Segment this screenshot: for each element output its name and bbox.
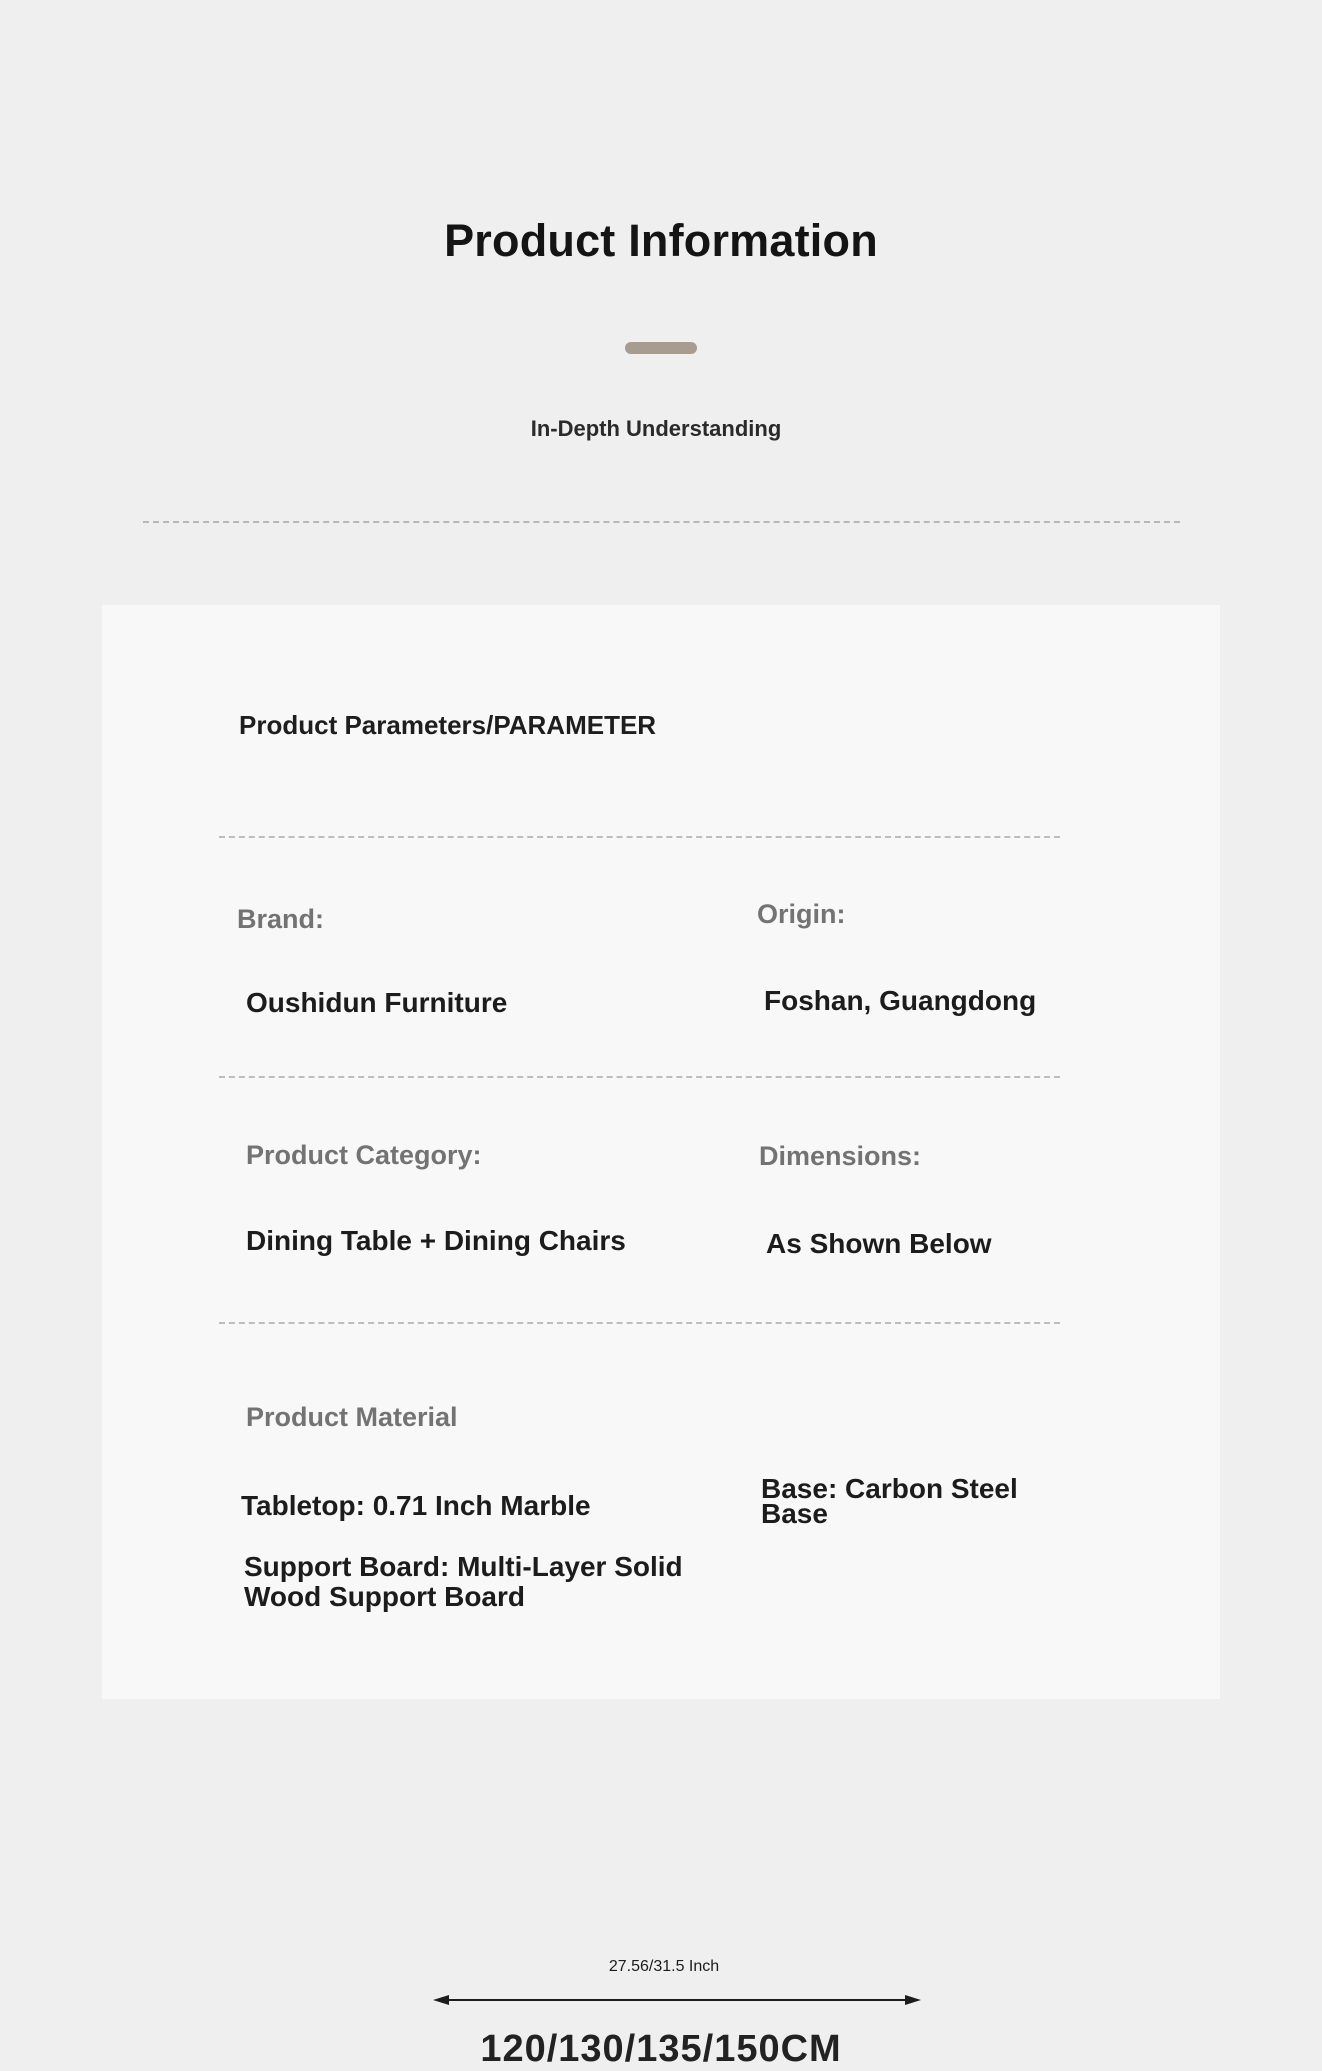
parameters-heading: Product Parameters/PARAMETER [239, 710, 657, 740]
dimensions-label: Dimensions: [759, 1141, 922, 1171]
origin-value: Foshan, Guangdong [764, 985, 1037, 1016]
material-label: Product Material [246, 1402, 458, 1432]
base-value: Base: Carbon Steel Base [761, 1473, 1018, 1529]
header-divider [143, 521, 1180, 523]
brand-value: Oushidun Furniture [246, 987, 508, 1018]
parameters-divider-2 [219, 1076, 1060, 1078]
support-board-value: Support Board: Multi-Layer Solid Wood Support Board [244, 1551, 683, 1612]
page-subtitle: In-Depth Understanding [530, 416, 782, 441]
dimension-arrow [433, 1990, 921, 2010]
origin-label: Origin: [757, 899, 846, 929]
page-title: Product Information [444, 215, 878, 266]
tabletop-value: Tabletop: 0.71 Inch Marble [241, 1490, 591, 1521]
category-label: Product Category: [246, 1140, 482, 1170]
dimensions-value: As Shown Below [766, 1228, 992, 1259]
category-value: Dining Table + Dining Chairs [246, 1225, 626, 1256]
parameters-divider-1 [219, 836, 1060, 838]
brand-label: Brand: [237, 904, 324, 934]
parameters-divider-3 [219, 1322, 1060, 1324]
title-accent-bar [625, 342, 697, 354]
dimension-inch-label: 27.56/31.5 Inch [608, 1958, 720, 1975]
dimension-cm-label: 120/130/135/150CM [480, 2028, 842, 2070]
